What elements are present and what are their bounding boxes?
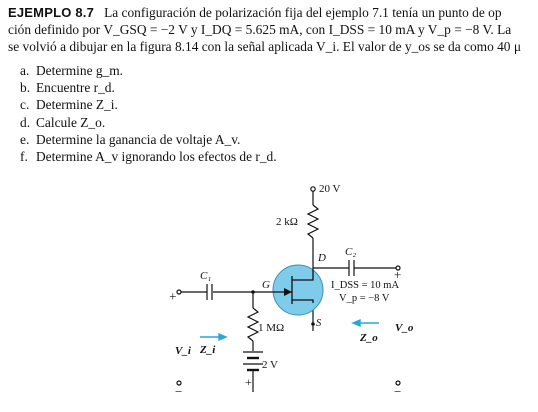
input-plus-sign: + bbox=[165, 292, 180, 300]
item-text: Encuentre r_d. bbox=[36, 80, 115, 96]
item-text: Determine g_m. bbox=[36, 63, 124, 78]
zi-label: Z_i bbox=[200, 344, 216, 356]
item-text: Determine A_v ignorando los efectos de r_d. bbox=[36, 149, 277, 165]
vi-label: V_i bbox=[175, 345, 191, 357]
vgg-label: 2 V bbox=[262, 359, 278, 371]
example-heading: EJEMPLO 8.7 bbox=[8, 5, 95, 20]
zi-arrow-head bbox=[219, 334, 226, 340]
item-marker: a. bbox=[20, 63, 30, 78]
gate-node-dot bbox=[251, 290, 255, 294]
source-dot bbox=[311, 322, 315, 326]
vp-label: V_p = −8 V bbox=[339, 293, 390, 304]
item-text: Determine la ganancia de voltaje A_v. bbox=[36, 131, 241, 147]
input-minus-sign: − bbox=[175, 384, 183, 399]
zo-arrow-head bbox=[353, 320, 360, 326]
c2-label: C₂ bbox=[345, 246, 357, 258]
vo-label: V_o bbox=[395, 322, 414, 334]
zo-label: Z_o bbox=[360, 332, 378, 344]
item-text: Determine Z_i. bbox=[36, 97, 118, 113]
example-line-2: ción definido por V_GSQ = −2 V y I_DQ = 5.625 mA, con I_DSS = 10 mA y V_p = −8 V. La bbox=[8, 22, 512, 37]
vdd-label: 20 V bbox=[319, 183, 341, 195]
jfet-transistor bbox=[273, 265, 323, 315]
output-minus-sign: − bbox=[394, 384, 402, 399]
item-marker: d. bbox=[20, 114, 31, 130]
item-marker: e. bbox=[20, 131, 30, 147]
gate-resistor bbox=[248, 308, 258, 341]
item-text: Calcule Z_o. bbox=[36, 114, 106, 130]
idss-label: I_DSS = 10 mA bbox=[331, 280, 400, 291]
c1-label: C₁ bbox=[200, 270, 212, 282]
rd-label: 2 kΩ bbox=[276, 216, 298, 228]
item-marker: f. bbox=[20, 149, 28, 165]
source-label: S bbox=[316, 318, 322, 329]
item-marker: b. bbox=[20, 80, 31, 96]
rg-label: 1 MΩ bbox=[258, 322, 285, 334]
example-text-1: La configuración de polarización fija del ejemplo 7.1 tenía un punto de op bbox=[104, 5, 502, 20]
battery-plus-sign: + bbox=[245, 375, 252, 389]
example-line-3: se volvió a dibujar en la figura 8.14 con la señal aplicada V_i. El valor de y_os se da como 40 μ bbox=[8, 39, 522, 54]
item-marker: c. bbox=[20, 97, 30, 113]
gate-label: G bbox=[262, 279, 270, 291]
drain-resistor bbox=[308, 205, 318, 238]
drain-label: D bbox=[318, 252, 326, 264]
vdd-terminal bbox=[311, 187, 315, 191]
output-plus-sign: + bbox=[394, 267, 402, 282]
